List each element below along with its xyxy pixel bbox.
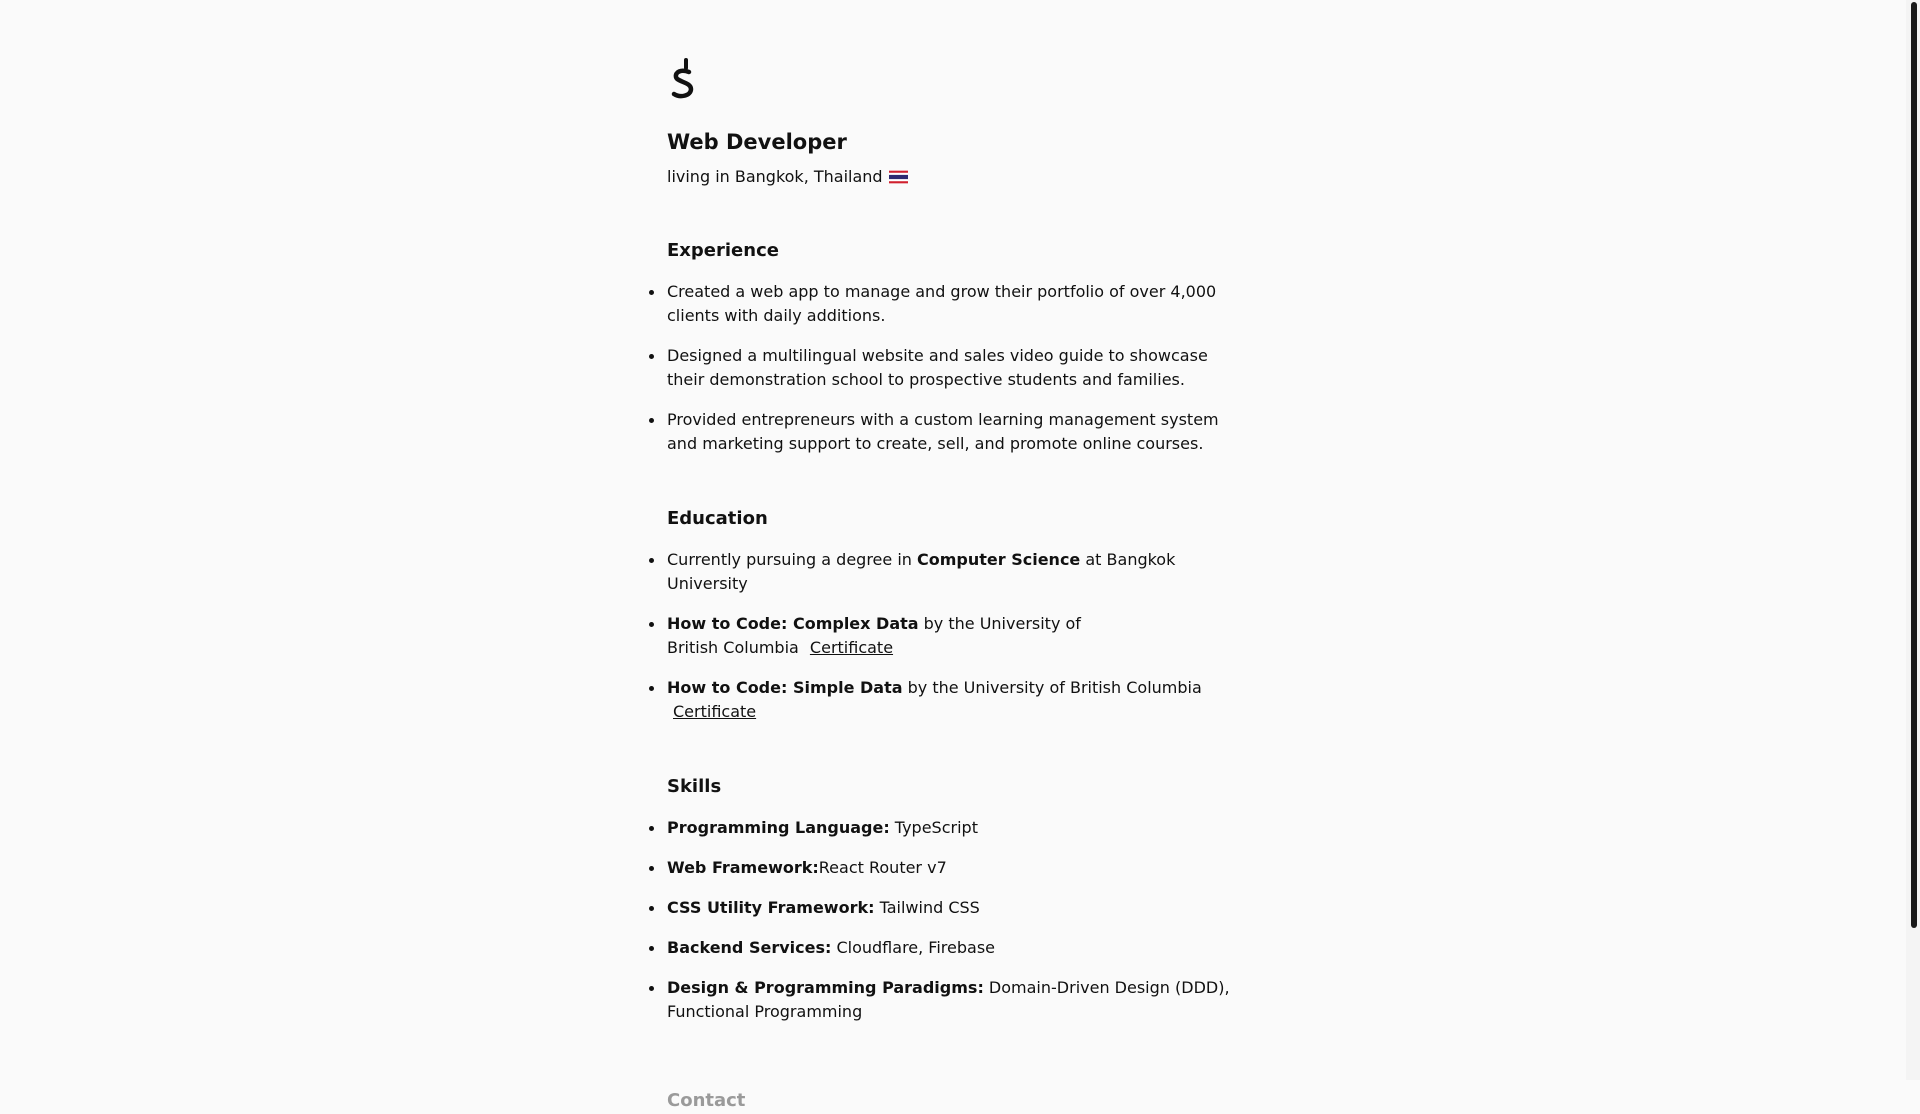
course-provider: by the University of British Columbia — [902, 678, 1202, 697]
contact-section — [667, 1088, 1247, 1114]
course-provider: by the University of British Columbia — [667, 614, 1081, 657]
course-name: How to Code: Simple Data — [667, 678, 903, 697]
education-heading: Education — [667, 508, 768, 529]
list-item-skill — [667, 976, 1247, 1024]
list-item: Provided entrepreneurs with a custom learning management system and marketing support to create, sell, and promote online courses. — [667, 408, 1247, 456]
list-item-degree — [667, 548, 1247, 596]
skill-value: Tailwind CSS — [874, 898, 980, 917]
contact-heading: Contact — [667, 1090, 746, 1111]
list-item-course — [667, 612, 1117, 660]
skills-heading: Skills — [667, 776, 722, 797]
skill-value: TypeScript — [889, 818, 978, 837]
skill-label: Web Framework: — [667, 858, 819, 877]
list-item-skill — [667, 896, 1247, 920]
skill-label: CSS Utility Framework: — [667, 898, 875, 917]
degree-field: Computer Science — [917, 550, 1081, 569]
s-monogram-logo-icon[interactable] — [667, 58, 699, 100]
list-item-skill — [667, 816, 1247, 840]
skill-label: Design & Programming Paradigms: — [667, 978, 984, 997]
main-content — [667, 58, 1247, 1114]
location-line — [667, 166, 1247, 188]
thailand-flag-icon — [889, 170, 908, 184]
skills-list — [667, 816, 1247, 1024]
skills-section — [667, 774, 1247, 1024]
experience-list — [667, 280, 1247, 456]
list-item-skill — [667, 936, 1247, 960]
skill-label: Programming Language: — [667, 818, 890, 837]
certificate-link[interactable]: Certificate — [809, 638, 894, 657]
certificate-link[interactable]: Certificate — [673, 702, 757, 721]
list-item: Created a web app to manage and grow their portfolio of over 4,000 clients with daily additions. — [667, 280, 1247, 328]
experience-section — [667, 238, 1247, 456]
scrollbar-thumb[interactable] — [1911, 2, 1917, 928]
page-title: Web Developer — [667, 130, 847, 154]
experience-heading: Experience — [667, 240, 779, 261]
course-name: How to Code: Complex Data — [667, 614, 919, 633]
skill-value: Cloudflare, Firebase — [831, 938, 995, 957]
scrollbar[interactable] — [1906, 0, 1920, 1080]
skill-value: Domain-Driven Design (DDD), Functional Programming — [667, 978, 1230, 1021]
skill-value: React Router v7 — [818, 858, 947, 877]
location-text: living in Bangkok, Thailand — [667, 167, 883, 186]
list-item-course — [667, 676, 1247, 724]
list-item: Designed a multilingual website and sales video guide to showcase their demonstration school to prospective students and families. — [667, 344, 1247, 392]
education-list — [667, 548, 1247, 724]
education-section — [667, 506, 1247, 724]
degree-suffix: at Bangkok University — [667, 550, 1176, 593]
skill-label: Backend Services: — [667, 938, 832, 957]
degree-prefix: Currently pursuing a degree in — [667, 550, 917, 569]
list-item-skill — [667, 856, 1247, 880]
